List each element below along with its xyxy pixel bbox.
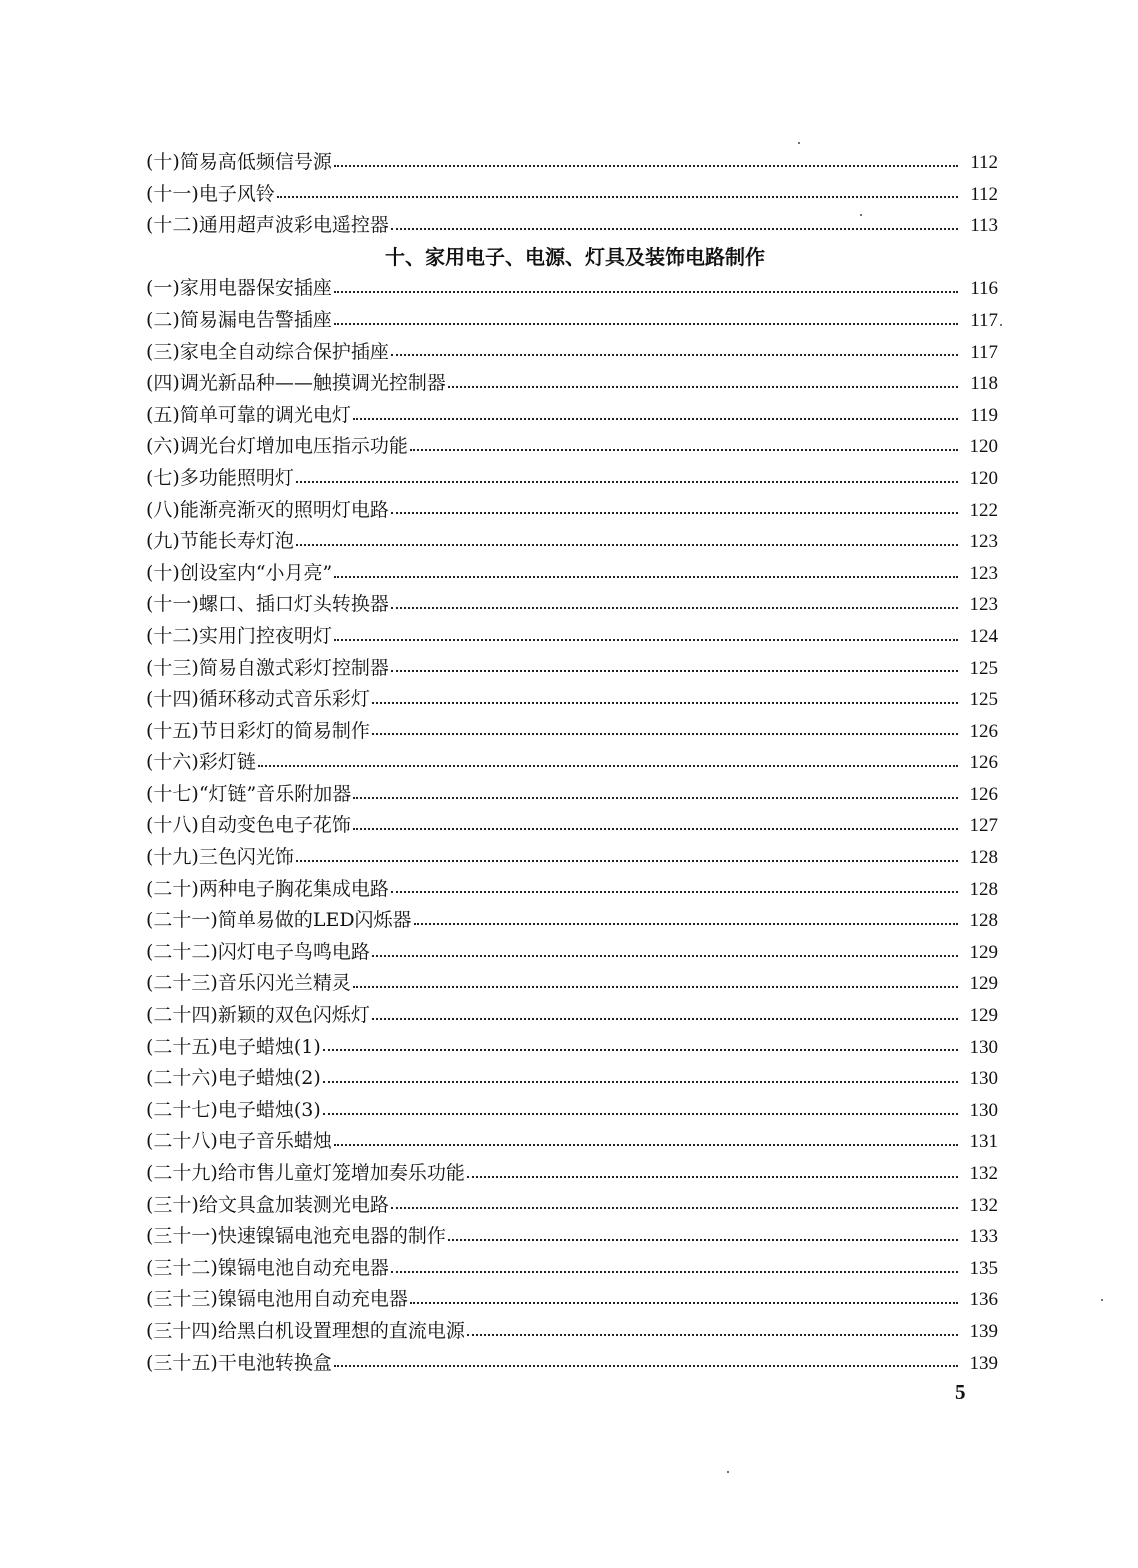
- toc-entry: [146, 779, 998, 811]
- toc-entry: [146, 716, 998, 748]
- dot-leader: [334, 639, 958, 641]
- toc-entry-page: 135: [969, 1257, 998, 1279]
- toc-entry-title: (八)能渐亮渐灭的照明灯电路: [146, 498, 389, 521]
- toc-entry: [146, 1095, 998, 1127]
- toc-entry-page: 126: [969, 752, 998, 774]
- toc-entry-page: 130: [969, 1036, 998, 1058]
- dot-leader: [391, 607, 958, 609]
- toc-entry: [146, 874, 998, 906]
- toc-entry-page: 120: [969, 436, 998, 458]
- dot-leader: [334, 323, 958, 325]
- toc-entry: [146, 305, 998, 337]
- table-of-contents: [146, 147, 998, 1379]
- toc-entry: [146, 1348, 998, 1380]
- toc-entry: [146, 1190, 998, 1222]
- toc-entry-page: 128: [969, 910, 998, 932]
- toc-entry-page: 125: [969, 657, 998, 679]
- toc-entry-title: (二)简易漏电告警插座: [146, 308, 332, 331]
- section-heading: 十、家用电子、电源、灯具及装饰电路制作: [385, 244, 765, 269]
- toc-entry-title: (十二)通用超声波彩电遥控器: [146, 214, 389, 237]
- dot-leader: [334, 291, 958, 293]
- toc-entry-title: (三十)给文具盒加装测光电路: [146, 1193, 389, 1216]
- toc-entry: [146, 1316, 998, 1348]
- dot-leader: [323, 1113, 958, 1115]
- toc-entry: [146, 368, 998, 400]
- dot-leader: [372, 1018, 958, 1020]
- toc-entry: [146, 1158, 998, 1190]
- toc-entry-page: 123: [969, 531, 998, 553]
- dot-leader: [334, 576, 958, 578]
- toc-entry-title: (十四)循环移动式音乐彩灯: [146, 688, 370, 711]
- toc-entry-title: (一)家用电器保安插座: [146, 277, 332, 300]
- toc-entry-title: (十)简易高低频信号源: [146, 151, 332, 173]
- toc-entry-title: (二十九)给市售儿童灯笼增加奏乐功能: [146, 1162, 465, 1184]
- toc-entry-title: (二十六)电子蜡烛(2): [146, 1067, 321, 1090]
- toc-entry: [146, 621, 998, 653]
- toc-entry-title: (十六)彩灯链: [146, 751, 256, 774]
- toc-entry-page: 117: [970, 341, 998, 363]
- dot-leader: [391, 891, 958, 893]
- dot-leader: [448, 1239, 958, 1241]
- toc-entry-page: 132: [969, 1194, 998, 1216]
- toc-entry-page: 136: [969, 1289, 998, 1311]
- toc-entry-page: 126: [969, 720, 998, 742]
- toc-entry-page: 139: [969, 1320, 998, 1342]
- toc-entry-page: 116: [970, 278, 998, 300]
- toc-entry: [146, 1126, 998, 1158]
- dot-leader: [448, 386, 958, 388]
- dot-leader: [410, 1302, 958, 1304]
- toc-entry-page: 117: [970, 309, 998, 331]
- toc-entry-title: (三十五)干电池转换盒: [146, 1351, 332, 1374]
- toc-entry: [146, 273, 998, 305]
- toc-entry: [146, 968, 998, 1000]
- page-number: 5: [955, 1380, 966, 1404]
- toc-entry-page: 123: [969, 594, 998, 616]
- toc-entry-page: 112: [970, 183, 998, 205]
- toc-entry-title: (四)调光新品种——触摸调光控制器: [146, 372, 446, 395]
- toc-entry-page: 128: [969, 878, 998, 900]
- dot-leader: [258, 765, 958, 767]
- dot-leader: [353, 828, 958, 830]
- toc-entry-page: 122: [969, 499, 998, 521]
- toc-entry-title: (三十四)给黑白机设置理想的直流电源: [146, 1319, 465, 1342]
- toc-entry-page: 123: [969, 562, 998, 584]
- toc-entry-title: (六)调光台灯增加电压指示功能: [146, 435, 408, 458]
- toc-entry: [146, 1221, 998, 1253]
- toc-entry-title: (十五)节日彩灯的简易制作: [146, 719, 370, 742]
- toc-entry-page: 113: [970, 215, 998, 237]
- dot-leader: [372, 733, 958, 735]
- dot-leader: [353, 797, 958, 799]
- toc-entry-title: (二十七)电子蜡烛(3): [146, 1098, 321, 1121]
- toc-entry: [146, 1253, 998, 1285]
- toc-entry: [146, 937, 998, 969]
- toc-entry-title: (九)节能长寿灯泡: [146, 530, 294, 553]
- dot-leader: [372, 702, 958, 704]
- toc-entry: [146, 431, 998, 463]
- toc-entry-title: (十九)三色闪光饰: [146, 846, 294, 869]
- dot-leader: [391, 670, 958, 672]
- scan-speck: [727, 1471, 729, 1473]
- toc-entry-title: (五)简单可靠的调光电灯: [146, 403, 351, 426]
- dot-leader: [296, 544, 958, 546]
- toc-entry-page: 133: [969, 1226, 998, 1248]
- toc-entry: [146, 684, 998, 716]
- dot-leader: [296, 860, 958, 862]
- toc-entry-title: (二十一)简单易做的LED闪烁器: [146, 909, 412, 932]
- toc-entry-title: (十七)“灯链”音乐附加器: [146, 782, 352, 805]
- toc-entry-page: 129: [969, 941, 998, 963]
- toc-entry-page: 129: [969, 973, 998, 995]
- scan-speck: [798, 142, 800, 144]
- toc-entry-title: (十一)螺口、插口灯头转换器: [146, 593, 389, 616]
- section-entries: [146, 273, 998, 1379]
- dot-leader: [391, 354, 958, 356]
- dot-leader: [391, 512, 958, 514]
- toc-entry: [146, 653, 998, 685]
- toc-entry: [146, 337, 998, 369]
- toc-entry: [146, 179, 998, 211]
- toc-entry: [146, 558, 998, 590]
- toc-entry: [146, 747, 998, 779]
- dot-leader: [391, 228, 958, 230]
- toc-entry: [146, 1284, 998, 1316]
- toc-entry: [146, 495, 998, 527]
- toc-entry-title: (十二)实用门控夜明灯: [146, 624, 332, 647]
- toc-entry-page: 132: [969, 1163, 998, 1184]
- toc-entry-title: (二十二)闪灯电子鸟鸣电路: [146, 940, 370, 963]
- scan-speck: [1000, 324, 1002, 326]
- dot-leader: [334, 1365, 958, 1367]
- toc-entry: [146, 1063, 998, 1095]
- toc-entry-page: 131: [969, 1131, 998, 1153]
- toc-entry-title: (二十三)音乐闪光兰精灵: [146, 972, 351, 995]
- toc-entry: [146, 905, 998, 937]
- toc-entry-page: 130: [969, 1099, 998, 1121]
- toc-entry-title: (三十一)快速镍镉电池充电器的制作: [146, 1225, 446, 1248]
- toc-entry-title: (三十二)镍镉电池自动充电器: [146, 1256, 389, 1279]
- dot-leader: [391, 1207, 958, 1209]
- toc-entry: [146, 1032, 998, 1064]
- toc-entry-title: (二十八)电子音乐蜡烛: [146, 1130, 332, 1153]
- toc-entry: [146, 526, 998, 558]
- dot-leader: [334, 165, 958, 167]
- toc-entry: [146, 400, 998, 432]
- dot-leader: [323, 1049, 958, 1051]
- dot-leader: [372, 955, 958, 957]
- toc-entry-title: (二十五)电子蜡烛(1): [146, 1035, 321, 1058]
- dot-leader: [323, 1081, 958, 1083]
- toc-entry-page: 112: [970, 152, 998, 173]
- toc-entry-page: 120: [969, 467, 998, 489]
- toc-entry-page: 118: [970, 373, 998, 395]
- toc-entry-page: 139: [969, 1352, 998, 1374]
- dot-leader: [467, 1334, 958, 1336]
- scan-speck: [860, 214, 862, 216]
- toc-entry-title: (十三)简易自激式彩灯控制器: [146, 656, 389, 679]
- dot-leader: [414, 923, 958, 925]
- toc-entry-title: (十八)自动变色电子花饰: [146, 814, 351, 837]
- toc-entry: [146, 463, 998, 495]
- toc-entry-title: (三十三)镍镉电池用自动充电器: [146, 1288, 408, 1311]
- toc-entry: [146, 147, 998, 179]
- dot-leader: [334, 1144, 958, 1146]
- dot-leader: [467, 1176, 958, 1178]
- dot-leader: [391, 1271, 958, 1273]
- toc-entry: [146, 842, 998, 874]
- toc-entry-page: 119: [970, 404, 998, 426]
- toc-entry-page: 129: [969, 1005, 998, 1027]
- toc-entry-title: (七)多功能照明灯: [146, 466, 294, 489]
- toc-entry-title: (十一)电子风铃: [146, 182, 275, 205]
- toc-entry-page: 127: [969, 815, 998, 837]
- toc-entry-title: (二十四)新颖的双色闪烁灯: [146, 1004, 370, 1027]
- dot-leader: [410, 449, 958, 451]
- toc-entry-page: 124: [969, 625, 998, 647]
- toc-entry-page: 130: [969, 1068, 998, 1090]
- toc-entry: [146, 1000, 998, 1032]
- toc-entry-page: 126: [969, 783, 998, 805]
- scan-speck: [1101, 1299, 1103, 1301]
- toc-entry: [146, 589, 998, 621]
- toc-entry-page: 128: [969, 847, 998, 869]
- previous-section-entries: [146, 147, 998, 242]
- dot-leader: [277, 196, 958, 198]
- dot-leader: [296, 481, 958, 483]
- toc-entry-title: (三)家电全自动综合保护插座: [146, 340, 389, 363]
- dot-leader: [353, 986, 958, 988]
- toc-entry-title: (十)创设室内“小月亮”: [146, 561, 333, 584]
- toc-entry-title: (二十)两种电子胸花集成电路: [146, 877, 389, 900]
- dot-leader: [353, 418, 958, 420]
- toc-entry: [146, 810, 998, 842]
- toc-entry-page: 125: [969, 689, 998, 711]
- toc-entry: [146, 210, 998, 242]
